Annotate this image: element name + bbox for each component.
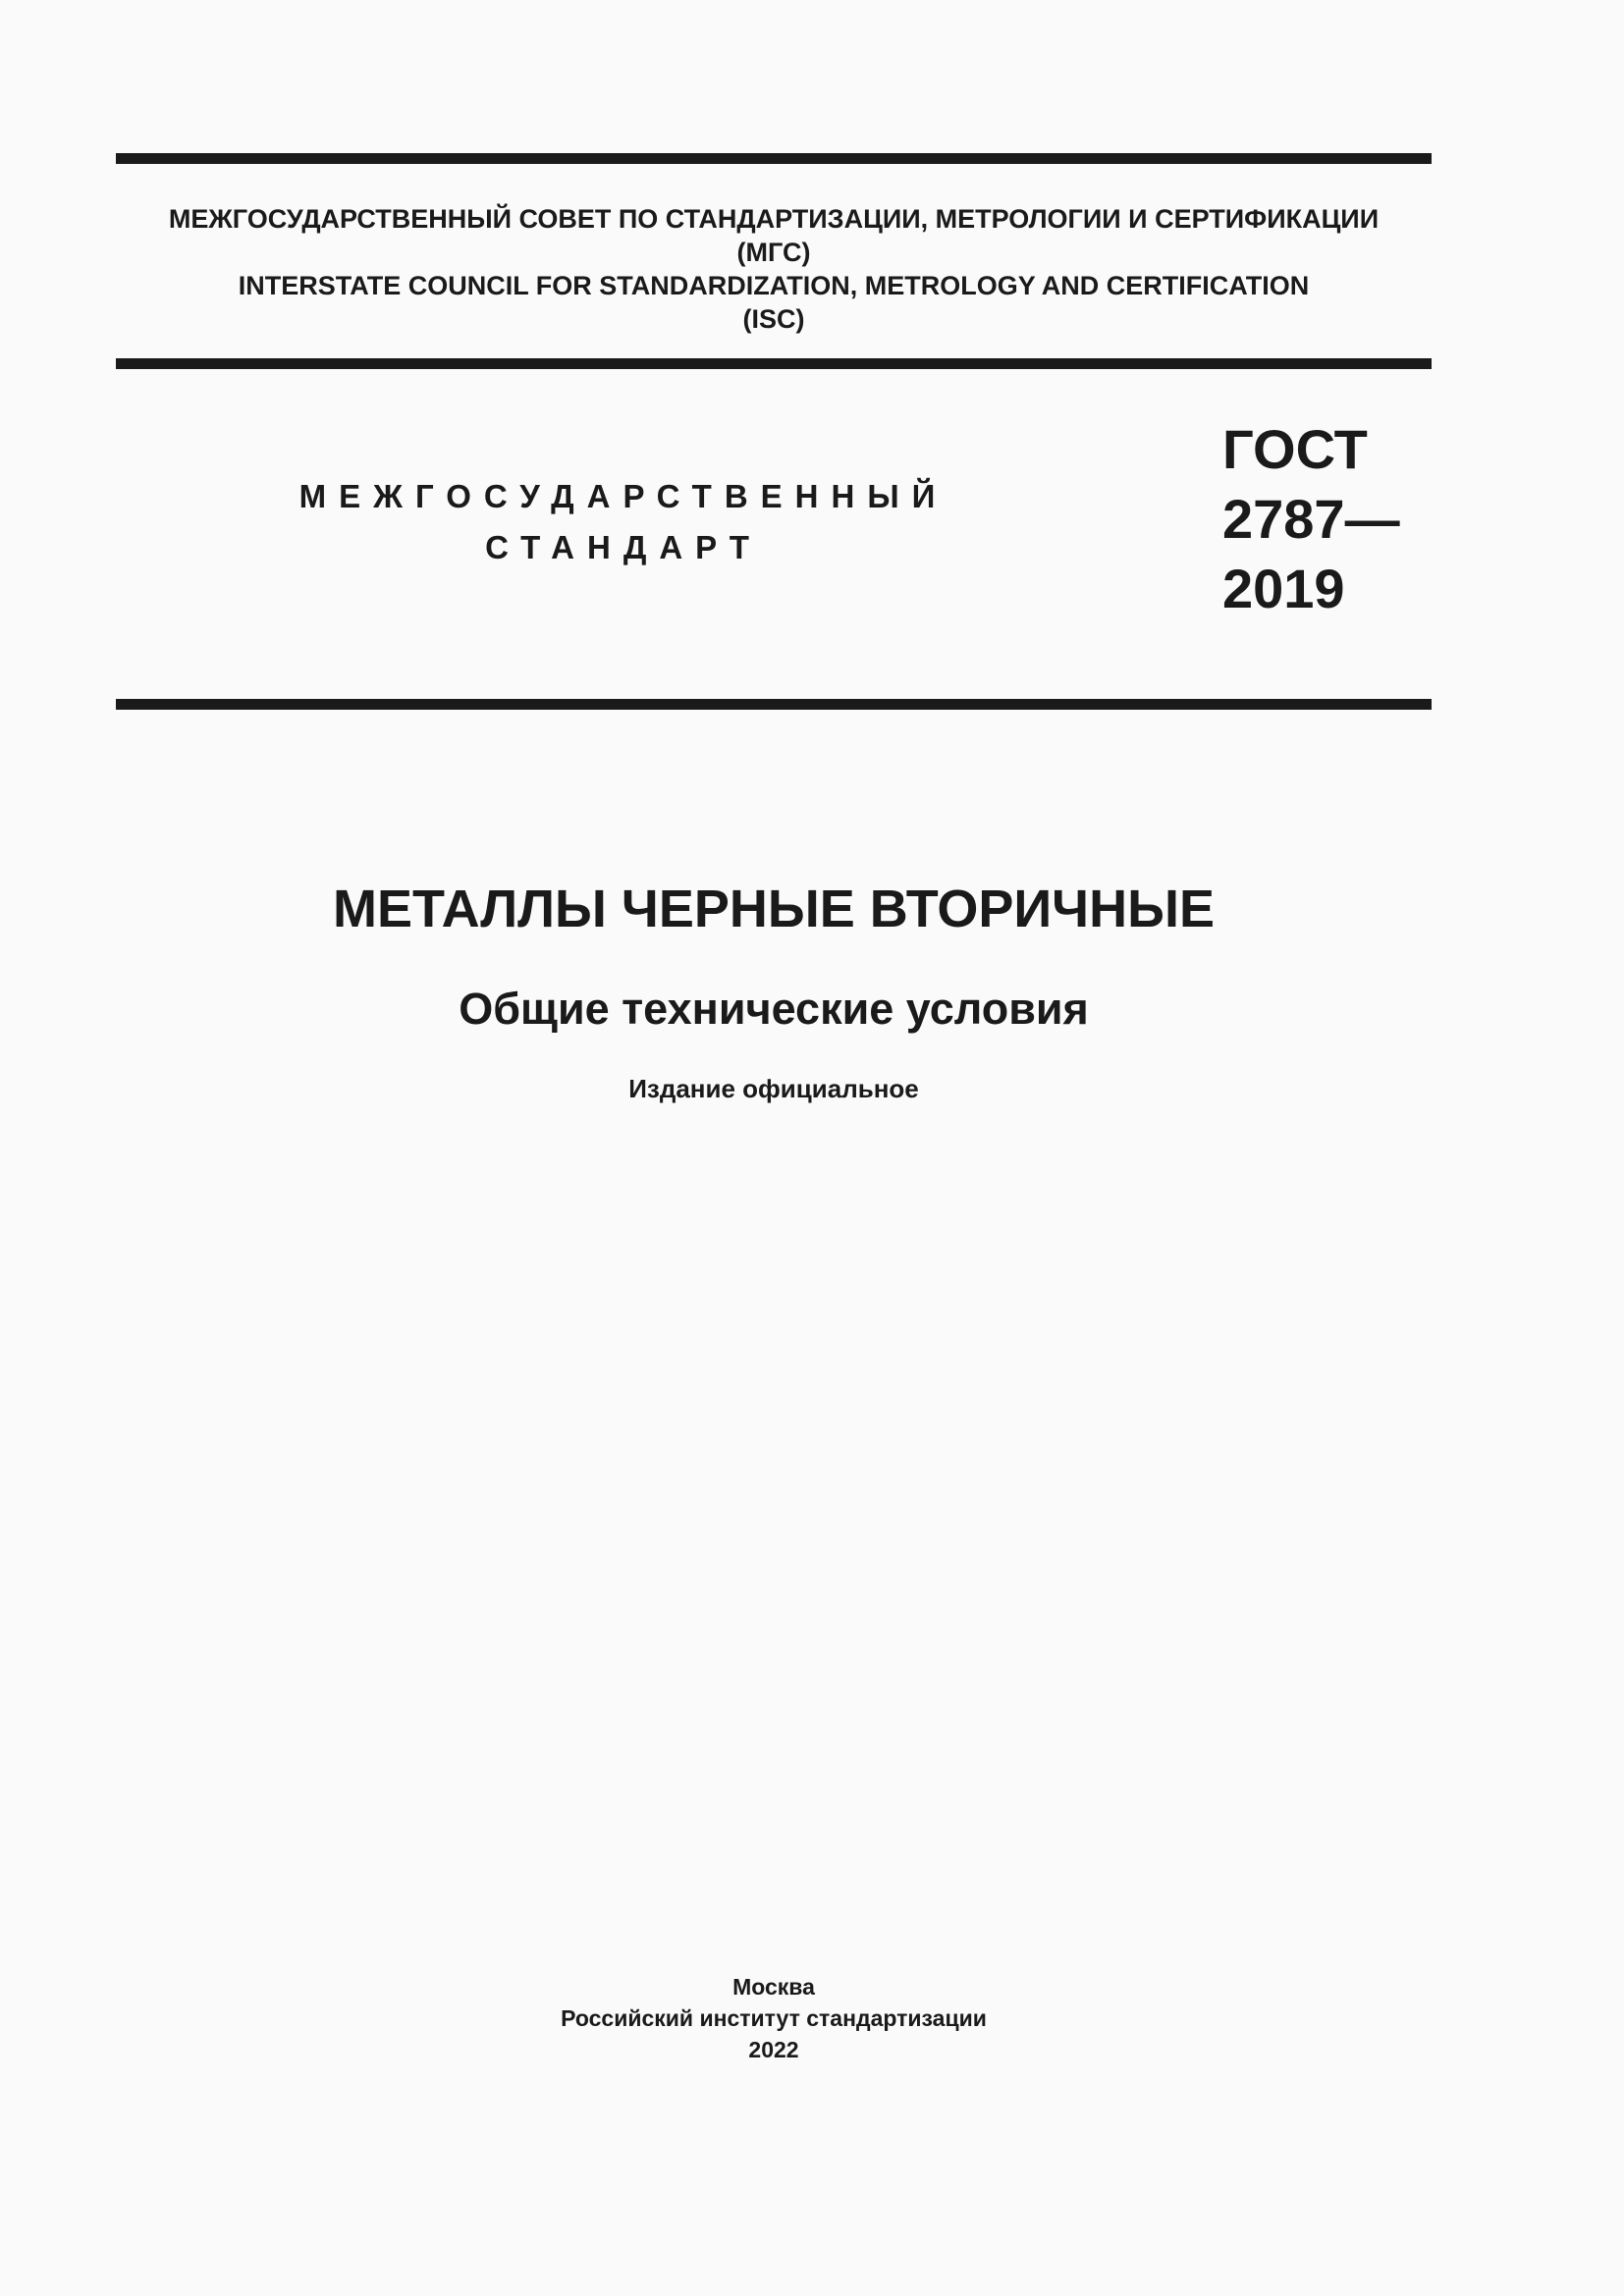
imprint bbox=[116, 1971, 1432, 2065]
top-rule bbox=[116, 153, 1432, 164]
document-subtitle: Общие технические условия bbox=[459, 984, 1089, 1034]
council-abbr-ru: (МГС) bbox=[736, 238, 811, 267]
standard-type-line1: МЕЖГОСУДАРСТВЕННЫЙ bbox=[298, 478, 948, 514]
council-name-ru: МЕЖГОСУДАРСТВЕННЫЙ СОВЕТ ПО СТАНДАРТИЗАЦИИ, МЕТРОЛОГИИ И СЕРТИФИКАЦИИ bbox=[168, 204, 1380, 234]
imprint-publisher: Российский институт стандартизации bbox=[561, 2005, 987, 2031]
council-abbr-en: (ISC) bbox=[742, 304, 805, 334]
edition-note: Издание официальное bbox=[628, 1074, 919, 1103]
standard-type-label bbox=[245, 471, 1001, 573]
council-name-en: INTERSTATE COUNCIL FOR STANDARDIZATION, METROLOGY AND CERTIFICATION bbox=[238, 271, 1310, 300]
document-title: МЕТАЛЛЫ ЧЕРНЫЕ ВТОРИЧНЫЕ bbox=[333, 880, 1215, 938]
bottom-rule bbox=[116, 699, 1432, 710]
gost-prefix: ГОСТ bbox=[1222, 418, 1368, 480]
council-header bbox=[116, 202, 1432, 336]
standard-type-line2: СТАНДАРТ bbox=[485, 529, 762, 565]
imprint-year: 2022 bbox=[748, 2037, 799, 2062]
middle-rule bbox=[116, 358, 1432, 369]
gost-number: 2787— bbox=[1222, 488, 1400, 550]
gost-year: 2019 bbox=[1222, 558, 1345, 619]
gost-designation bbox=[1222, 414, 1400, 623]
imprint-city: Москва bbox=[732, 1974, 815, 2000]
